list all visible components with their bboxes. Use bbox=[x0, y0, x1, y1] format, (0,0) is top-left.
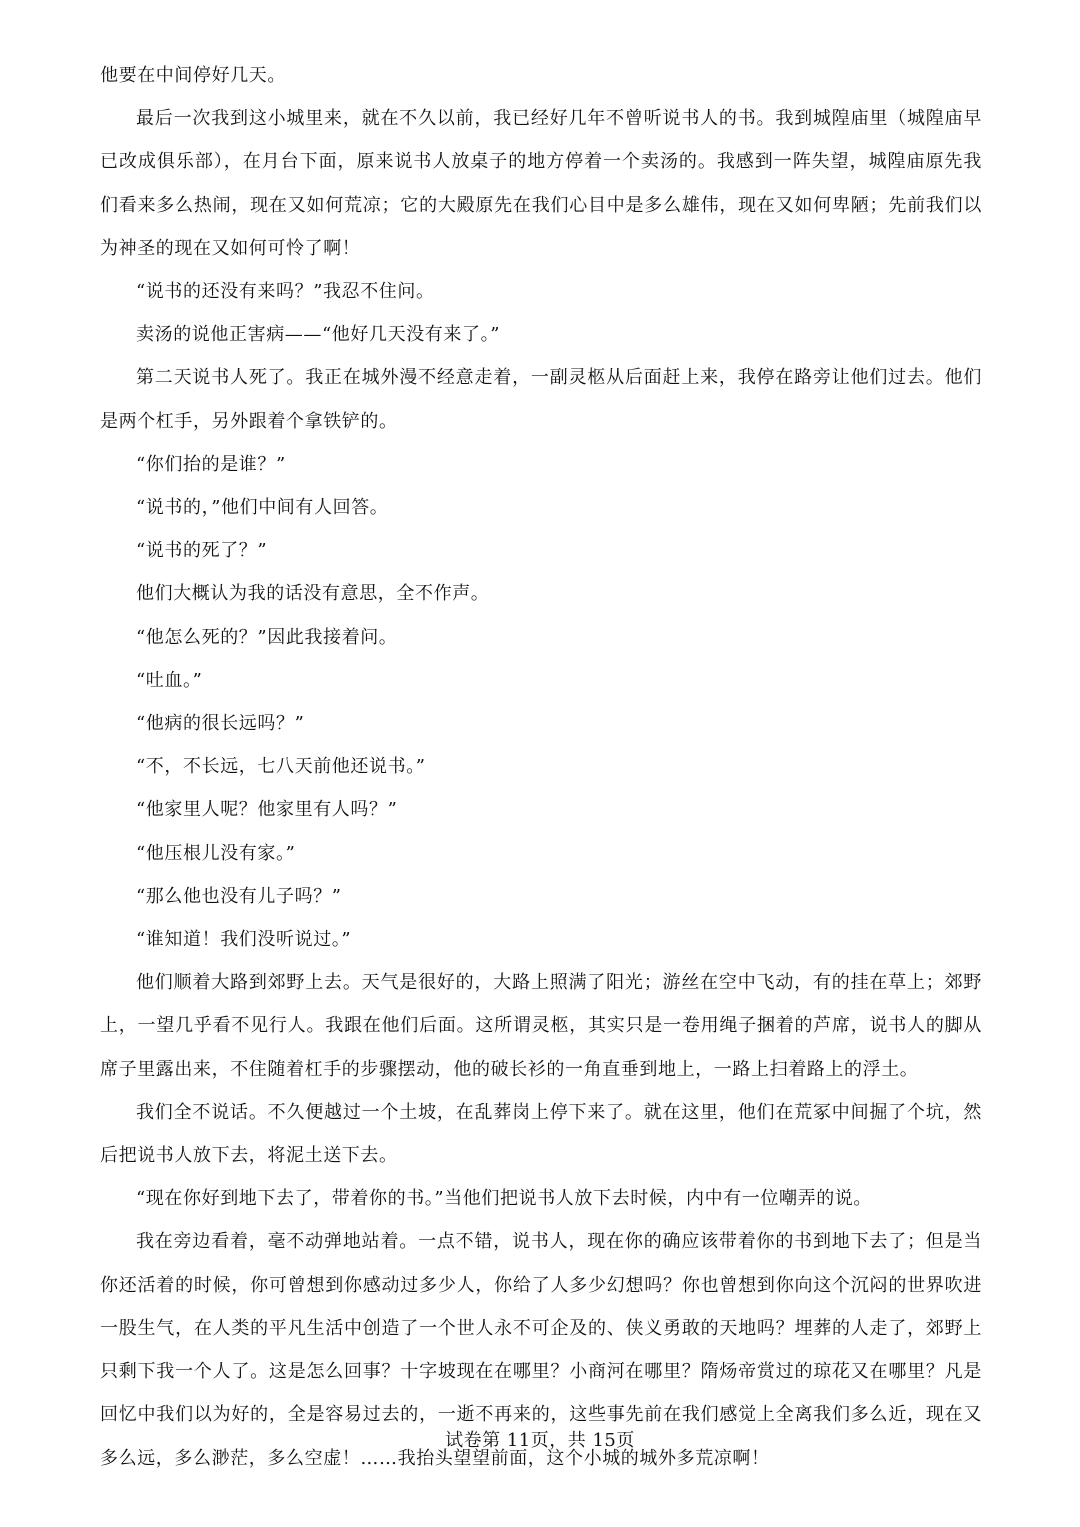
paragraph: 我们全不说话。不久便越过一个土坡，在乱葬岗上停下来了。就在这里，他们在荒冢中间掘了个坑，然后把说书人放下去，将泥土送下去。 bbox=[100, 1101, 982, 1167]
paragraph: “说书的还没有来吗？”我忍不住问。 bbox=[136, 281, 435, 303]
paragraph: “那么他也没有儿子吗？” bbox=[136, 885, 342, 907]
page-footer: 试卷第 11页，共 15页 bbox=[445, 1430, 635, 1451]
paragraph: “说书的，”他们中间有人回答。 bbox=[136, 497, 389, 519]
paragraph: 卖汤的说他正害病——“他好几天没有来了。” bbox=[136, 324, 501, 346]
paragraph: 第二天说书人死了。我正在城外漫不经意走着，一副灵柩从后面赶上来，我停在路旁让他们过去。他们是两个杠手，另外跟着个拿铁铲的。 bbox=[100, 367, 982, 432]
paragraph: “他家里人呢？他家里有人吗？” bbox=[136, 799, 398, 821]
paragraph: “谁知道！我们没听说过。” bbox=[136, 929, 352, 951]
paragraph: “他怎么死的？”因此我接着问。 bbox=[136, 626, 398, 648]
paragraph: 我在旁边看着，毫不动弹地站着。一点不错，说书人，现在你的确应该带着你的书到地下去了；但是当你还活着的时候，你可曾想到你感动过多少人，你给了人多少幻想吗？你也曾想到你向这个沉闷的世界吹进一股生气，在人类的平凡生活中创造了一个世人永不可企及的、侠义勇敢的天地吗？埋葬的人走了，郊野上只剩下我一个人了。这是怎么回事？十字坡现在在哪里？小商河在哪里？隋炀帝赏过的琼花又在哪里？凡是回忆中我们以为好的，全是容易过去的，一逝不再来的，这些事先前在我们感觉上全离我们多么近，现在又多么远，多么渺茫，多么空虚！……我抬头望望前面，这个小城的城外多荒凉啊！ bbox=[100, 1231, 982, 1469]
paragraph: “他病的很长远吗？” bbox=[136, 713, 305, 735]
paragraph: “现在你好到地下去了，带着你的书。”当他们把说书人放下去时候，内中有一位嘲弄的说。 bbox=[136, 1188, 872, 1210]
paragraph: “他压根儿没有家。” bbox=[136, 842, 296, 864]
paragraph: “你们抬的是谁？” bbox=[136, 453, 286, 475]
paragraph: 他们大概认为我的话没有意思，全不作声。 bbox=[136, 583, 490, 605]
paragraph: 最后一次我到这小城里来，就在不久以前，我已经好几年不曾听说书人的书。我到城隍庙里（城隍庙早已改成俱乐部），在月台下面，原来说书人放桌子的地方停着一个卖汤的。我感到一阵失望，城隍庙原先我们看来多么热闹，现在又如何荒凉；它的大殿原先在我们心目中是多么雄伟，现在又如何卑陋；先前我们以为神圣的现在又如何可怜了啊！ bbox=[100, 108, 982, 259]
body-text bbox=[100, 54, 982, 1480]
paragraph: 他们顺着大路到郊野上去。天气是很好的，大路上照满了阳光；游丝在空中飞动，有的挂在草上；郊野上，一望几乎看不见行人。我跟在他们后面。这所谓灵柩，其实只是一卷用绳子捆着的芦席，说书人的脚从席子里露出来，不住随着杠手的步骤摆动，他的破长衫的一角直垂到地上，一路上扫着路上的浮土。 bbox=[100, 972, 982, 1080]
paragraph: “不，不长远，七八天前他还说书。” bbox=[136, 756, 426, 778]
paragraph: “吐血。” bbox=[136, 669, 203, 691]
paragraph: 他要在中间停好几天。 bbox=[100, 65, 286, 86]
paragraph: “说书的死了？” bbox=[136, 540, 268, 562]
